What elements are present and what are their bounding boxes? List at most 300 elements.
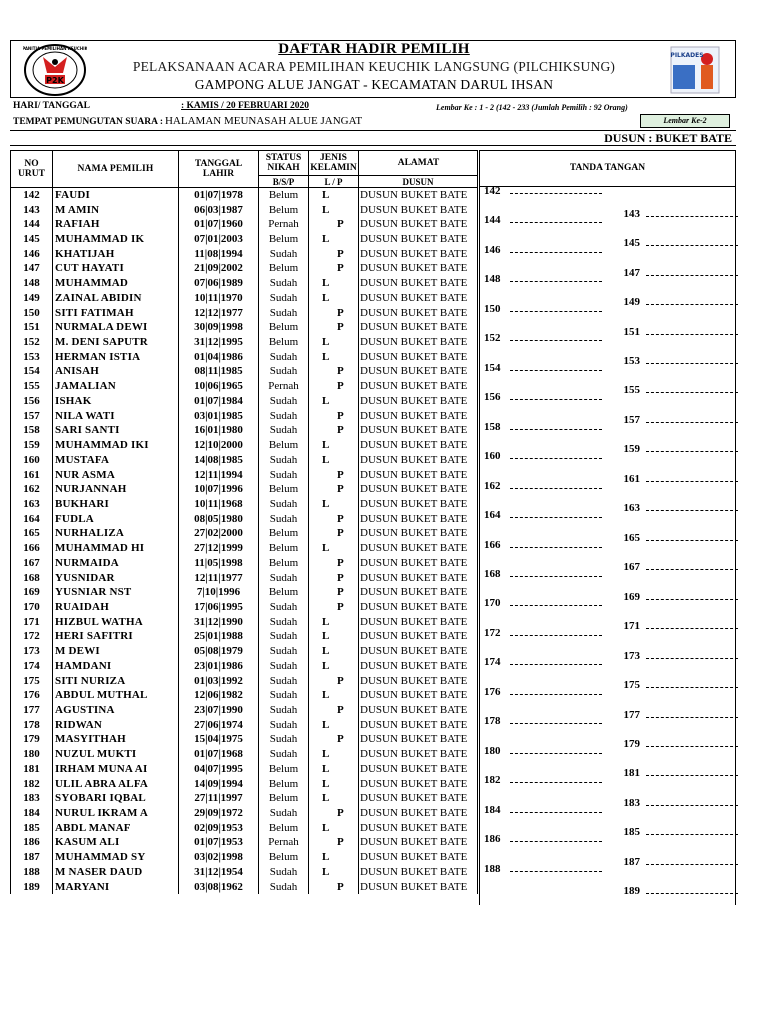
alamat-dusun: DUSUN BUKET BATE	[359, 717, 478, 732]
status-nikah: Pernah	[259, 835, 309, 850]
tempat-value: HALAMAN MEUNASAH ALUE JANGAT	[164, 115, 363, 127]
tanggal-lahir: 11|08|1994	[179, 246, 259, 261]
tanggal-lahir: 31|12|1954	[179, 865, 259, 880]
nama-pemilih: M DEWI	[53, 644, 179, 659]
signature-number: 171	[623, 620, 640, 633]
table-row	[11, 335, 478, 350]
tanggal-lahir: 10|07|1996	[179, 482, 259, 497]
signature-slot[interactable]	[484, 214, 602, 226]
dusun-label: DUSUN : BUKET BATE	[10, 130, 736, 146]
signature-slot[interactable]	[616, 384, 738, 396]
signature-line[interactable]	[510, 804, 602, 813]
signature-line[interactable]	[646, 709, 738, 718]
alamat-dusun: DUSUN BUKET BATE	[359, 776, 478, 791]
signature-line[interactable]	[646, 384, 738, 393]
jenis-kelamin: L	[309, 438, 359, 453]
status-nikah: Belum	[259, 202, 309, 217]
no-urut: 143	[11, 202, 53, 217]
signature-slot[interactable]	[484, 244, 602, 256]
signature-number: 182	[484, 774, 501, 787]
signature-slot[interactable]	[616, 326, 738, 338]
signature-slot[interactable]	[616, 355, 738, 367]
nama-pemilih: KHATIJAH	[53, 246, 179, 261]
signature-number: 177	[623, 708, 640, 721]
table-row	[11, 511, 478, 526]
jenis-kelamin: P	[309, 261, 359, 276]
signature-line[interactable]	[646, 797, 738, 806]
status-nikah: Belum	[259, 585, 309, 600]
signature-slot[interactable]	[484, 627, 602, 639]
status-nikah: Belum	[259, 820, 309, 835]
jenis-kelamin: P	[309, 246, 359, 261]
tanggal-lahir: 27|12|1999	[179, 541, 259, 556]
signature-line[interactable]	[646, 620, 738, 629]
signature-line[interactable]	[510, 332, 602, 341]
signature-slot[interactable]	[484, 185, 602, 197]
status-nikah: Belum	[259, 791, 309, 806]
jenis-kelamin: P	[309, 423, 359, 438]
table-row	[11, 835, 478, 850]
table-row	[11, 541, 478, 556]
signature-slot[interactable]	[616, 532, 738, 544]
jenis-kelamin: L	[309, 659, 359, 674]
jenis-kelamin: P	[309, 408, 359, 423]
tanggal-lahir: 08|05|1980	[179, 511, 259, 526]
signature-line[interactable]	[646, 738, 738, 747]
table-row	[11, 732, 478, 747]
alamat-dusun: DUSUN BUKET BATE	[359, 865, 478, 880]
signature-slot[interactable]	[484, 391, 602, 403]
alamat-dusun: DUSUN BUKET BATE	[359, 408, 478, 423]
signature-number: 149	[623, 296, 640, 309]
signature-slot[interactable]	[616, 502, 738, 514]
signature-slot[interactable]	[484, 539, 602, 551]
signature-line[interactable]	[510, 391, 602, 400]
signature-slot[interactable]	[616, 767, 738, 779]
nama-pemilih: RAFIAH	[53, 217, 179, 232]
alamat-dusun: DUSUN BUKET BATE	[359, 762, 478, 777]
tempat-pemungutan	[13, 115, 362, 127]
signature-line[interactable]	[646, 856, 738, 865]
no-urut: 161	[11, 467, 53, 482]
alamat-dusun: DUSUN BUKET BATE	[359, 423, 478, 438]
signature-number: 142	[484, 185, 501, 197]
col-alamat-sub: DUSUN	[359, 176, 478, 188]
signature-line[interactable]	[646, 650, 738, 659]
signature-line[interactable]	[510, 863, 602, 872]
status-nikah: Belum	[259, 555, 309, 570]
table-row	[11, 423, 478, 438]
alamat-dusun: DUSUN BUKET BATE	[359, 600, 478, 615]
status-nikah: Sudah	[259, 600, 309, 615]
signature-line[interactable]	[646, 326, 738, 335]
status-nikah: Belum	[259, 482, 309, 497]
signature-line[interactable]	[510, 715, 602, 724]
tanggal-lahir: 14|08|1985	[179, 452, 259, 467]
signature-line[interactable]	[510, 745, 602, 754]
alamat-dusun: DUSUN BUKET BATE	[359, 659, 478, 674]
alamat-dusun: DUSUN BUKET BATE	[359, 511, 478, 526]
nama-pemilih: HERMAN ISTIA	[53, 349, 179, 364]
signature-line[interactable]	[646, 502, 738, 511]
signature-slot[interactable]	[616, 650, 738, 662]
signature-number: 145	[623, 237, 640, 250]
signature-line[interactable]	[646, 826, 738, 835]
no-urut: 169	[11, 585, 53, 600]
nama-pemilih: MARYANI	[53, 879, 179, 894]
status-nikah: Belum	[259, 335, 309, 350]
table-row	[11, 865, 478, 880]
signature-slot[interactable]	[484, 421, 602, 433]
nama-pemilih: SYOBARI IQBAL	[53, 791, 179, 806]
no-urut: 156	[11, 394, 53, 409]
signature-number: 179	[623, 738, 640, 750]
jenis-kelamin: L	[309, 747, 359, 762]
signature-slot[interactable]	[484, 715, 602, 727]
alamat-dusun: DUSUN BUKET BATE	[359, 806, 478, 821]
signature-line[interactable]	[646, 767, 738, 776]
signature-line[interactable]	[646, 296, 738, 305]
tanggal-lahir: 07|01|2003	[179, 232, 259, 247]
col-jenis-sub: L / P	[309, 176, 359, 188]
signature-line[interactable]	[646, 473, 738, 482]
signature-line[interactable]	[646, 267, 738, 276]
signature-slot[interactable]	[616, 267, 738, 279]
signature-line[interactable]	[510, 303, 602, 312]
nama-pemilih: NURMAIDA	[53, 555, 179, 570]
status-nikah: Sudah	[259, 644, 309, 659]
signature-slot[interactable]	[616, 826, 738, 838]
tanggal-lahir: 10|06|1965	[179, 379, 259, 394]
tanggal-lahir: 27|06|1974	[179, 717, 259, 732]
signature-line[interactable]	[646, 532, 738, 541]
tanggal-lahir: 12|10|2000	[179, 438, 259, 453]
table-row	[11, 555, 478, 570]
signature-number: 189	[623, 885, 640, 898]
no-urut: 180	[11, 747, 53, 762]
no-urut: 184	[11, 806, 53, 821]
signature-line[interactable]	[646, 355, 738, 364]
tanggal-lahir: 10|11|1968	[179, 497, 259, 512]
alamat-dusun: DUSUN BUKET BATE	[359, 835, 478, 850]
signature-slot[interactable]	[484, 303, 602, 315]
status-nikah: Belum	[259, 541, 309, 556]
signature-line[interactable]	[510, 362, 602, 371]
signature-number: 158	[484, 420, 501, 433]
signature-slot[interactable]	[484, 273, 602, 285]
signature-slot[interactable]	[484, 450, 602, 462]
table-row	[11, 261, 478, 276]
nama-pemilih: MUHAMMAD SY	[53, 850, 179, 865]
table-row	[11, 202, 478, 217]
signature-line[interactable]	[510, 833, 602, 842]
nama-pemilih: HIZBUL WATHA	[53, 614, 179, 629]
signature-slot[interactable]	[484, 568, 602, 580]
signature-line[interactable]	[510, 568, 602, 577]
status-nikah: Belum	[259, 320, 309, 335]
no-urut: 183	[11, 791, 53, 806]
signature-slot[interactable]	[484, 362, 602, 374]
status-nikah: Sudah	[259, 291, 309, 306]
alamat-dusun: DUSUN BUKET BATE	[359, 364, 478, 379]
alamat-dusun: DUSUN BUKET BATE	[359, 291, 478, 306]
tanggal-lahir: 25|01|1988	[179, 629, 259, 644]
status-nikah: Sudah	[259, 246, 309, 261]
signature-line[interactable]	[646, 443, 738, 452]
status-nikah: Sudah	[259, 659, 309, 674]
col-nama-pemilih: NAMA PEMILIH	[53, 151, 179, 188]
signature-line[interactable]	[510, 509, 602, 518]
no-urut: 150	[11, 305, 53, 320]
tanggal-lahir: 11|05|1998	[179, 555, 259, 570]
no-urut: 151	[11, 320, 53, 335]
status-nikah: Sudah	[259, 673, 309, 688]
signature-line[interactable]	[510, 185, 602, 194]
status-nikah: Belum	[259, 261, 309, 276]
signature-slot[interactable]	[484, 656, 602, 668]
signature-slot[interactable]	[616, 679, 738, 691]
alamat-dusun: DUSUN BUKET BATE	[359, 232, 478, 247]
jenis-kelamin: L	[309, 497, 359, 512]
signature-line[interactable]	[510, 627, 602, 636]
tanggal-lahir: 12|06|1982	[179, 688, 259, 703]
signature-line[interactable]	[646, 679, 738, 688]
alamat-dusun: DUSUN BUKET BATE	[359, 688, 478, 703]
signature-slot[interactable]	[484, 686, 602, 698]
jenis-kelamin: P	[309, 482, 359, 497]
nama-pemilih: MUHAMMAD IKI	[53, 438, 179, 453]
jenis-kelamin: P	[309, 364, 359, 379]
signature-number: 143	[623, 207, 640, 220]
status-nikah: Sudah	[259, 629, 309, 644]
status-nikah: Belum	[259, 526, 309, 541]
signature-slot[interactable]	[616, 443, 738, 455]
signature-number: 151	[623, 325, 640, 338]
signature-slot[interactable]	[484, 745, 602, 757]
no-urut: 173	[11, 644, 53, 659]
signature-slot[interactable]	[484, 833, 602, 845]
jenis-kelamin: L	[309, 202, 359, 217]
jenis-kelamin: L	[309, 629, 359, 644]
signature-slot[interactable]	[484, 480, 602, 492]
signature-line[interactable]	[510, 214, 602, 223]
tanggal-lahir: 01|07|1978	[179, 188, 259, 203]
alamat-dusun: DUSUN BUKET BATE	[359, 305, 478, 320]
signature-slot[interactable]	[616, 237, 738, 249]
alamat-dusun: DUSUN BUKET BATE	[359, 820, 478, 835]
table-row	[11, 305, 478, 320]
nama-pemilih: MASYITHAH	[53, 732, 179, 747]
signature-slot[interactable]	[484, 863, 602, 875]
p2k-logo-text: P2K	[46, 76, 64, 85]
no-urut: 144	[11, 217, 53, 232]
jenis-kelamin: P	[309, 879, 359, 894]
signature-number: 178	[484, 715, 501, 728]
signature-line[interactable]	[510, 244, 602, 253]
jenis-kelamin: P	[309, 305, 359, 320]
nama-pemilih: SARI SANTI	[53, 423, 179, 438]
signature-slot[interactable]	[484, 332, 602, 344]
alamat-dusun: DUSUN BUKET BATE	[359, 276, 478, 291]
alamat-dusun: DUSUN BUKET BATE	[359, 246, 478, 261]
alamat-dusun: DUSUN BUKET BATE	[359, 614, 478, 629]
signature-slot[interactable]	[616, 856, 738, 868]
nama-pemilih: SITI FATIMAH	[53, 305, 179, 320]
jenis-kelamin: L	[309, 349, 359, 364]
alamat-dusun: DUSUN BUKET BATE	[359, 188, 478, 203]
signature-line[interactable]	[510, 774, 602, 783]
table-row	[11, 188, 478, 203]
signature-slot[interactable]	[616, 208, 738, 220]
pilkades-logo	[669, 45, 721, 95]
signature-line[interactable]	[646, 885, 738, 894]
lembar-badge: Lembar Ke-2	[640, 114, 730, 128]
nama-pemilih: AGUSTINA	[53, 703, 179, 718]
alamat-dusun: DUSUN BUKET BATE	[359, 482, 478, 497]
signature-slot[interactable]	[616, 414, 738, 426]
table-row	[11, 379, 478, 394]
table-row	[11, 703, 478, 718]
voter-rows	[11, 188, 478, 895]
status-nikah: Belum	[259, 850, 309, 865]
signature-line[interactable]	[510, 597, 602, 606]
signature-slot[interactable]	[484, 597, 602, 609]
tanggal-lahir: 06|03|1987	[179, 202, 259, 217]
hari-value: : KAMIS / 20 FEBRUARI 2020	[181, 101, 309, 111]
nama-pemilih: M AMIN	[53, 202, 179, 217]
nama-pemilih: CUT HAYATI	[53, 261, 179, 276]
alamat-dusun: DUSUN BUKET BATE	[359, 541, 478, 556]
alamat-dusun: DUSUN BUKET BATE	[359, 467, 478, 482]
signature-number: 187	[623, 855, 640, 868]
tanggal-lahir: 29|09|1972	[179, 806, 259, 821]
table-row	[11, 570, 478, 585]
signature-slot[interactable]	[484, 509, 602, 521]
alamat-dusun: DUSUN BUKET BATE	[359, 585, 478, 600]
nama-pemilih: ABDL MANAF	[53, 820, 179, 835]
alamat-dusun: DUSUN BUKET BATE	[359, 629, 478, 644]
signature-number: 176	[484, 685, 501, 698]
jenis-kelamin: P	[309, 320, 359, 335]
signature-line[interactable]	[646, 561, 738, 570]
page-title: DAFTAR HADIR PEMILIH	[278, 41, 470, 57]
no-urut: 174	[11, 659, 53, 674]
status-nikah: Sudah	[259, 703, 309, 718]
nama-pemilih: YUSNIDAR	[53, 570, 179, 585]
signature-slot[interactable]	[616, 620, 738, 632]
signature-slot[interactable]	[616, 709, 738, 721]
no-urut: 155	[11, 379, 53, 394]
no-urut: 189	[11, 879, 53, 894]
no-urut: 148	[11, 276, 53, 291]
no-urut: 172	[11, 629, 53, 644]
table-row	[11, 408, 478, 423]
jenis-kelamin: P	[309, 555, 359, 570]
no-urut: 162	[11, 482, 53, 497]
hari-label: HARI/ TANGGAL	[13, 101, 90, 111]
alamat-dusun: DUSUN BUKET BATE	[359, 349, 478, 364]
signature-slot[interactable]	[616, 797, 738, 809]
jenis-kelamin: L	[309, 452, 359, 467]
signature-line[interactable]	[510, 480, 602, 489]
tanggal-lahir: 27|02|2000	[179, 526, 259, 541]
tanggal-lahir: 05|08|1979	[179, 644, 259, 659]
no-urut: 170	[11, 600, 53, 615]
signature-line[interactable]	[510, 450, 602, 459]
alamat-dusun: DUSUN BUKET BATE	[359, 644, 478, 659]
status-nikah: Sudah	[259, 570, 309, 585]
no-urut: 175	[11, 673, 53, 688]
status-nikah: Sudah	[259, 614, 309, 629]
alamat-dusun: DUSUN BUKET BATE	[359, 732, 478, 747]
signature-number: 181	[623, 767, 640, 780]
signature-slot[interactable]	[616, 885, 738, 897]
signature-line[interactable]	[646, 414, 738, 423]
signature-line[interactable]	[646, 591, 738, 600]
status-nikah: Sudah	[259, 276, 309, 291]
tanggal-lahir: 01|07|1960	[179, 217, 259, 232]
nama-pemilih: HERI SAFITRI	[53, 629, 179, 644]
signature-slot[interactable]	[616, 591, 738, 603]
tanggal-lahir: 12|11|1977	[179, 570, 259, 585]
status-nikah: Pernah	[259, 379, 309, 394]
table-row	[11, 717, 478, 732]
signature-slot[interactable]	[616, 473, 738, 485]
no-urut: 163	[11, 497, 53, 512]
col-tanda-tangan: TANDA TANGAN	[479, 150, 736, 187]
signature-number: 183	[623, 796, 640, 809]
hari-tanggal	[13, 101, 309, 111]
signature-number: 160	[484, 450, 501, 463]
signature-slot[interactable]	[484, 804, 602, 816]
signature-slot[interactable]	[616, 561, 738, 573]
nama-pemilih: MUHAMMAD	[53, 276, 179, 291]
tanggal-lahir: 16|01|1980	[179, 423, 259, 438]
signature-line[interactable]	[510, 686, 602, 695]
jenis-kelamin: L	[309, 541, 359, 556]
table-row	[11, 614, 478, 629]
alamat-dusun: DUSUN BUKET BATE	[359, 335, 478, 350]
tanggal-lahir: 15|04|1975	[179, 732, 259, 747]
no-urut: 188	[11, 865, 53, 880]
tanggal-lahir: 01|03|1992	[179, 673, 259, 688]
signature-slot[interactable]	[616, 296, 738, 308]
signature-slot[interactable]	[616, 738, 738, 750]
no-urut: 179	[11, 732, 53, 747]
status-nikah: Sudah	[259, 865, 309, 880]
table-row	[11, 629, 478, 644]
signature-line[interactable]	[646, 237, 738, 246]
nama-pemilih: NUR ASMA	[53, 467, 179, 482]
signature-line[interactable]	[510, 656, 602, 665]
signature-line[interactable]	[646, 208, 738, 217]
no-urut: 157	[11, 408, 53, 423]
signature-number: 168	[484, 567, 501, 580]
alamat-dusun: DUSUN BUKET BATE	[359, 673, 478, 688]
tanggal-lahir: 03|08|1962	[179, 879, 259, 894]
signature-line[interactable]	[510, 539, 602, 548]
status-nikah: Belum	[259, 776, 309, 791]
signature-line[interactable]	[510, 273, 602, 282]
tanggal-lahir: 01|07|1953	[179, 835, 259, 850]
signature-slot[interactable]	[484, 774, 602, 786]
jenis-kelamin: L	[309, 394, 359, 409]
signature-number: 154	[484, 361, 501, 374]
alamat-dusun: DUSUN BUKET BATE	[359, 747, 478, 762]
col-status-nikah: STATUS NIKAH	[259, 151, 309, 176]
signature-line[interactable]	[510, 421, 602, 430]
nama-pemilih: FUDLA	[53, 511, 179, 526]
